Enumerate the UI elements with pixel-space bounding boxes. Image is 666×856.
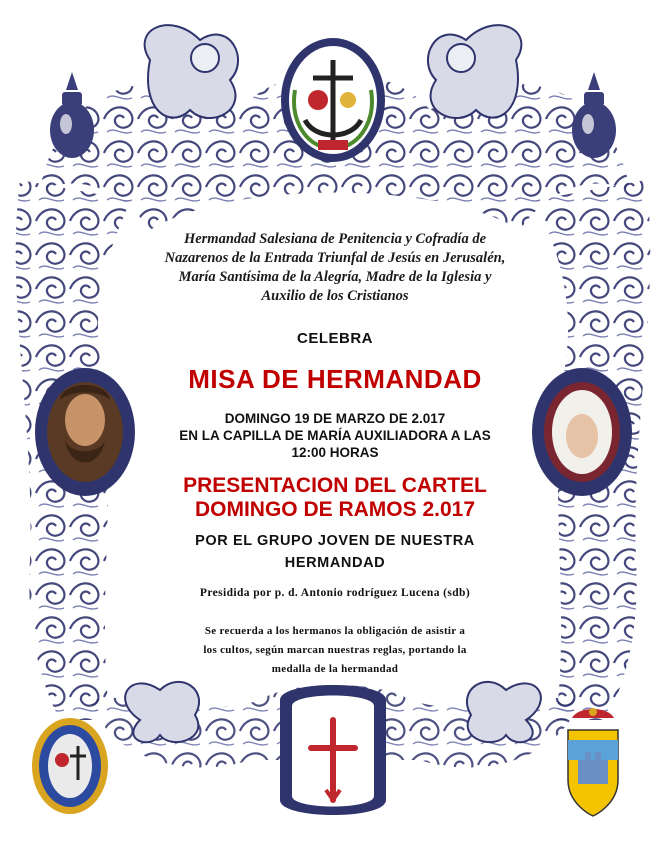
brotherhood-crest-icon: [281, 38, 385, 162]
cross-of-santiago-icon: [280, 685, 386, 815]
reminder-line-2: los cultos, según marcan nuestras reglas, portando la: [203, 644, 467, 656]
group-line-2: HERMANDAD: [284, 555, 386, 571]
date-line-3: 12:00 HORAS: [291, 445, 379, 460]
group-line-1: POR EL GRUPO JOVEN DE NUESTRA: [195, 533, 475, 549]
presided-by: Presidida por p. d. Antonio rodríguez Lucena (sdb): [199, 587, 471, 599]
brotherhood-line-1: Hermandad Salesiana de Penitencia y Cofradía de: [183, 231, 487, 247]
event-date: [130, 410, 540, 461]
date-line-2: EN LA CAPILLA DE MARÍA AUXILIADORA A LAS: [179, 428, 491, 443]
presentation-line-1: PRESENTACION DEL CARTEL: [183, 474, 487, 497]
angel-right-icon: [428, 25, 521, 118]
angel-left-icon: [145, 25, 238, 118]
event-title: MISA DE HERMANDAD: [188, 364, 482, 394]
presenting-group: [130, 530, 540, 574]
brotherhood-name: [145, 230, 525, 306]
date-line-1: DOMINGO 19 DE MARZO DE 2.017: [224, 411, 446, 426]
presentation-line-2: DOMINGO DE RAMOS 2.017: [194, 498, 476, 521]
brotherhood-line-4: Auxilio de los Cristianos: [261, 288, 409, 304]
presentation-heading: [130, 474, 540, 522]
brotherhood-line-2: Nazarenos de la Entrada Triunfal de Jesús en Jerusalén,: [164, 250, 506, 266]
town-coat-of-arms-icon: [568, 708, 618, 816]
salesian-seal-icon: [32, 718, 108, 814]
celebra-heading: CELEBRA: [296, 330, 373, 347]
reminder-line-3: medalla de la hermandad: [271, 663, 399, 675]
brotherhood-line-3: María Santísima de la Alegría, Madre de la Iglesia y: [178, 269, 492, 285]
reminder-line-1: Se recuerda a los hermanos la obligación de asistir a: [204, 625, 466, 637]
reminder-note: [110, 622, 560, 679]
